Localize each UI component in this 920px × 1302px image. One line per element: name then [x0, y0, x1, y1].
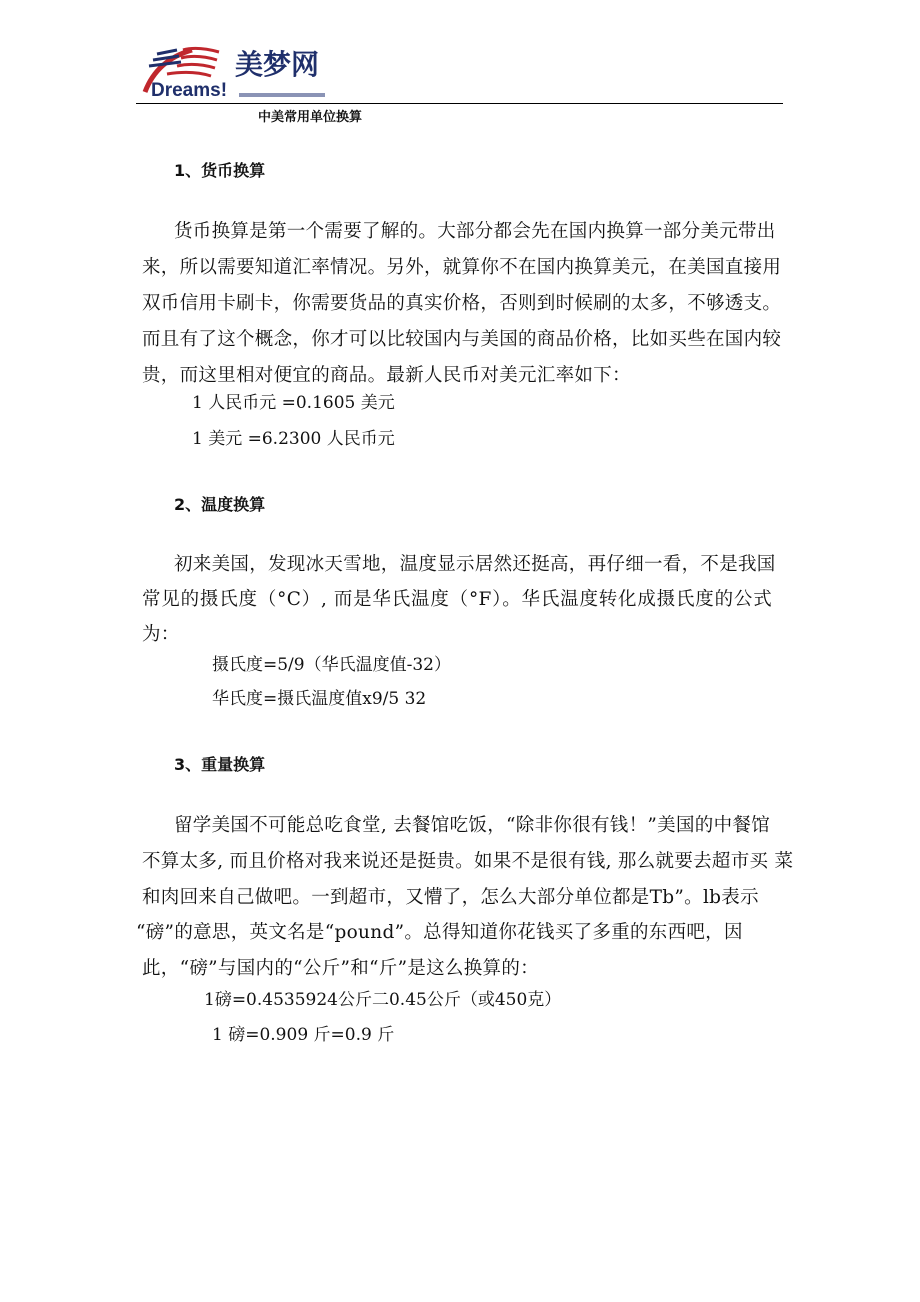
document-title: 中美常用单位换算: [258, 110, 363, 125]
formula: 1 人民币元 =0.1605 美元: [192, 393, 395, 413]
section-heading-currency: 1、货币换算: [174, 161, 266, 180]
paragraph-line: “磅”的意思，英文名是“pound”。总得知道你花钱买了多重的东西吧，因: [136, 922, 743, 943]
formula: 1磅=0.4535924公斤二0.45公斤（或450克）: [204, 990, 562, 1010]
paragraph-line: 此，“磅”与国内的“公斤”和“斤”是这么换算的：: [142, 958, 539, 979]
logo-text-cn: 美梦网: [235, 48, 320, 81]
section-heading-weight: 3、重量换算: [174, 755, 266, 774]
paragraph-line: 而且有了这个概念，你才可以比较国内与美国的商品价格，比如买些在国内较: [142, 329, 782, 350]
formula: 华氏度=摄氏温度值x9/5 32: [212, 689, 427, 709]
section-heading-temperature: 2、温度换算: [174, 495, 266, 514]
formula: 摄氏度=5/9（华氏温度值-32）: [212, 655, 451, 675]
paragraph-line: 为：: [142, 624, 180, 645]
paragraph-line: 贵，而这里相对便宜的商品。最新人民币对美元汇率如下：: [142, 365, 631, 386]
paragraph-line: 和肉回来自己做吧。一到超市，又懵了，怎么大部分单位都是Tb”。lb表示: [142, 887, 759, 908]
paragraph-line: 常见的摄氏度（°C）, 而是华氏温度（°F）。华氏温度转化成摄氏度的公式: [142, 589, 772, 610]
header-rule: [136, 103, 783, 104]
paragraph-line: 不算太多, 而且价格对我来说还是挺贵。如果不是很有钱, 那么就要去超市买 菜: [142, 851, 794, 872]
paragraph-line: 来，所以需要知道汇率情况。另外，就算你不在国内换算美元，在美国直接用: [142, 257, 782, 278]
paragraph-line: 初来美国，发现冰天雪地，温度显示居然还挺高，再仔细一看，不是我国: [174, 554, 776, 575]
formula: 1 磅=0.909 斤=0.9 斤: [212, 1025, 395, 1045]
logo-text-en: Dreams!: [151, 80, 228, 101]
paragraph-line: 留学美国不可能总吃食堂, 去餐馆吃饭，“除非你很有钱！”美国的中餐馆: [174, 815, 770, 836]
dreams-logo: [137, 40, 337, 104]
paragraph-line: 双币信用卡刷卡，你需要货品的真实价格，否则到时候刷的太多，不够透支。: [142, 293, 782, 314]
formula: 1 美元 =6.2300 人民币元: [192, 429, 395, 449]
paragraph-line: 货币换算是第一个需要了解的。大部分都会先在国内换算一部分美元带出: [174, 221, 776, 242]
